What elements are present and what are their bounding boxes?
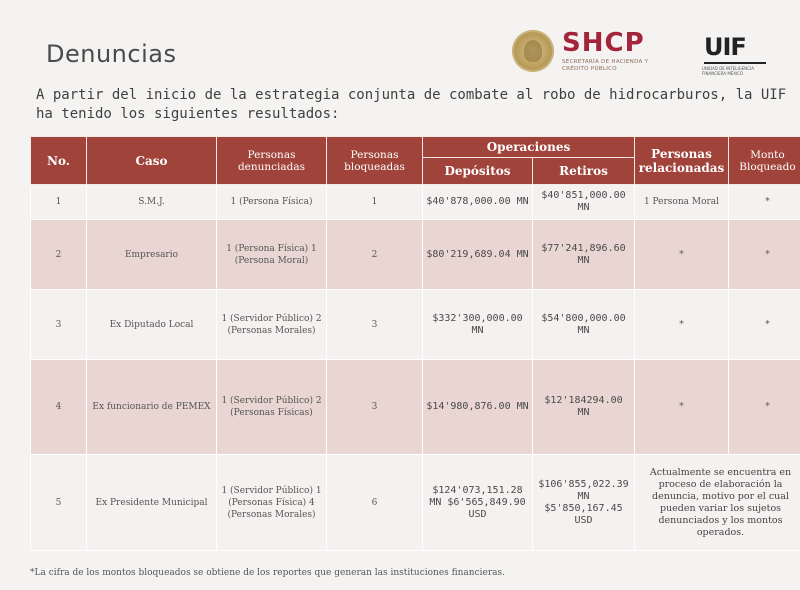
cell-bloqueadas: 6 <box>327 455 423 551</box>
cell-caso: Ex funcionario de PEMEX <box>87 360 217 455</box>
cell-no: 5 <box>31 455 87 551</box>
cell-depositos: $124'073,151.28 MN $6'565,849.90 USD <box>423 455 533 551</box>
cell-note: Actualmente se encuentra en proceso de elaboración la denuncia, motivo por el cual pueden variar los sujetos denunciados y los montos operados. <box>635 455 800 551</box>
cell-no: 1 <box>31 185 87 220</box>
cell-caso: S.M.J. <box>87 185 217 220</box>
cell-relacionadas: * <box>635 360 729 455</box>
cell-retiros: $40'851,000.00 MN <box>533 185 635 220</box>
cell-no: 2 <box>31 220 87 290</box>
intro-text: A partir del inicio de la estrategia conjunta de combate al robo de hidrocarburos, la UIF ha tenido los siguientes resultados: <box>36 87 787 122</box>
cell-depositos: $332'300,000.00 MN <box>423 290 533 360</box>
header-personas-denunciadas: Personas denunciadas <box>217 137 327 185</box>
uif-logo-subtitle: UNIDAD DE INTELIGENCIA FINANCIERA MÉXICO <box>702 66 754 76</box>
cell-monto: * <box>729 185 800 220</box>
page-title: Denuncias <box>46 40 177 68</box>
national-seal-icon <box>512 30 554 72</box>
cell-caso: Ex Diputado Local <box>87 290 217 360</box>
cell-denunciadas: 1 (Servidor Público) 1 (Personas Física) 4 (Personas Morales) <box>217 455 327 551</box>
header-caso: Caso <box>87 137 217 185</box>
header-depositos: Depósitos <box>423 158 533 185</box>
cell-retiros: $77'241,896.60 MN <box>533 220 635 290</box>
footnote: *La cifra de los montos bloqueados se obtiene de los reportes que generan las instituciones financieras. <box>30 568 505 578</box>
cell-denunciadas: 1 (Persona Física) 1 (Persona Moral) <box>217 220 327 290</box>
cell-relacionadas: * <box>635 220 729 290</box>
uif-logo-block <box>702 26 774 80</box>
header-retiros: Retiros <box>533 158 635 185</box>
cell-relacionadas: 1 Persona Moral <box>635 185 729 220</box>
cell-depositos: $14'980,876.00 MN <box>423 360 533 455</box>
cell-denunciadas: 1 (Persona Física) <box>217 185 327 220</box>
shcp-logo-subtitle: SECRETARÍA DE HACIENDA Y CRÉDITO PÚBLICO <box>562 59 649 72</box>
cell-retiros: $106'855,022.39 MN $5'850,167.45 USD <box>533 455 635 551</box>
header-personas-relacionadas: Personas relacionadas <box>635 137 729 185</box>
cell-depositos: $80'219,689.04 MN <box>423 220 533 290</box>
cell-retiros: $12'184294.00 MN <box>533 360 635 455</box>
cell-bloqueadas: 2 <box>327 220 423 290</box>
header-monto-bloqueado: Monto Bloqueado <box>729 137 800 185</box>
table-row <box>31 290 800 360</box>
table-row <box>31 360 800 455</box>
table-row <box>31 455 800 551</box>
cell-bloqueadas: 3 <box>327 360 423 455</box>
cell-retiros: $54'800,000.00 MN <box>533 290 635 360</box>
uif-logo: UIF <box>704 32 766 64</box>
header-operaciones: Operaciones <box>423 137 635 158</box>
cell-no: 4 <box>31 360 87 455</box>
cell-relacionadas: * <box>635 290 729 360</box>
header-no: No. <box>31 137 87 185</box>
cell-monto: * <box>729 220 800 290</box>
cell-caso: Ex Presidente Municipal <box>87 455 217 551</box>
cell-monto: * <box>729 290 800 360</box>
table-row <box>31 185 800 220</box>
cell-bloqueadas: 3 <box>327 290 423 360</box>
cell-denunciadas: 1 (Servidor Público) 2 (Personas Físicas) <box>217 360 327 455</box>
cell-denunciadas: 1 (Servidor Público) 2 (Personas Morales) <box>217 290 327 360</box>
header-personas-bloqueadas: Personas bloqueadas <box>327 137 423 185</box>
cell-caso: Empresario <box>87 220 217 290</box>
cell-depositos: $40'878,000.00 MN <box>423 185 533 220</box>
shcp-logo: SHCP <box>562 28 645 58</box>
results-table <box>30 136 800 551</box>
header-logos <box>512 26 782 80</box>
cell-no: 3 <box>31 290 87 360</box>
cell-monto: * <box>729 360 800 455</box>
table-row <box>31 220 800 290</box>
cell-bloqueadas: 1 <box>327 185 423 220</box>
